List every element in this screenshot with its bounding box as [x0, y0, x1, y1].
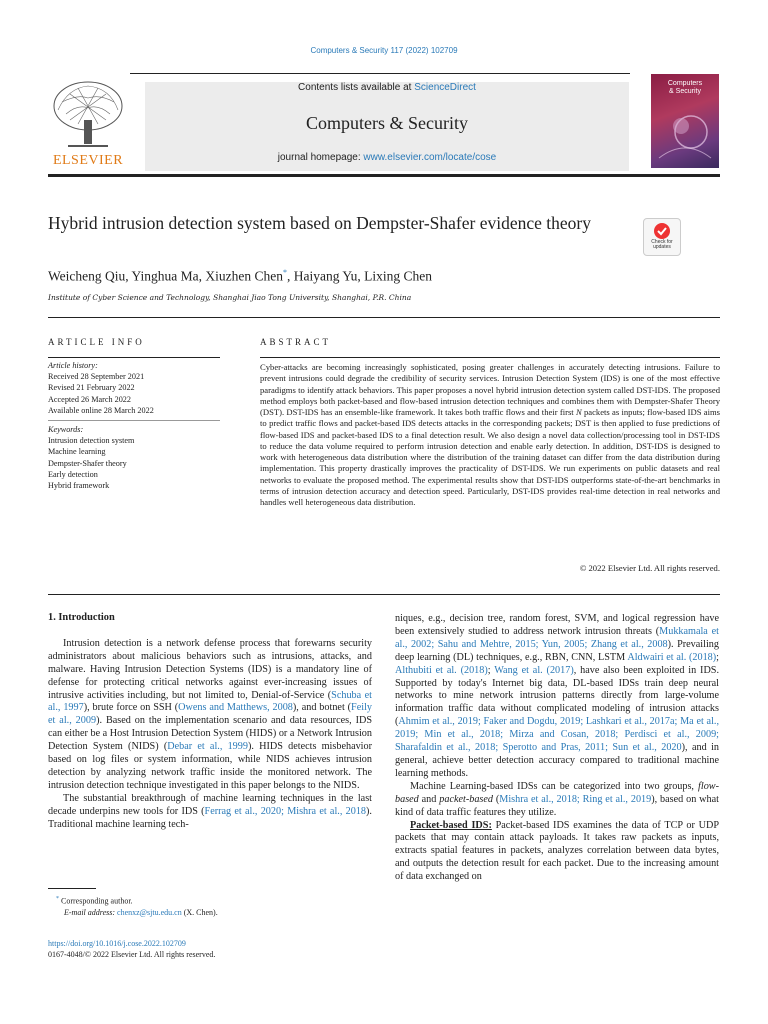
footnote — [56, 894, 372, 918]
article-info-heading: ARTICLE INFO — [48, 337, 145, 347]
page-footer — [48, 938, 215, 960]
keyword-item: Hybrid framework — [48, 481, 110, 491]
article-info-rule — [48, 357, 220, 358]
email-label: E-mail address: — [64, 907, 116, 917]
text-run: ), based on what kind of data traffic features they utilize. — [395, 793, 719, 818]
header-top-rule — [130, 73, 630, 74]
corresponding-author-note — [56, 894, 372, 907]
keyword-item: Intrusion detection system — [48, 436, 135, 446]
cover-title-line-1: Computers — [667, 80, 703, 87]
text-run: Packet-based IDS examines the data of TCP or UDP packets that may contain attack payloads. It takes raw packets as inputs, extracts spatial features in packets, analyzes correlation between data bytes, and outputs the detection result for each packet. Due to the increasing amount of data exchanged on — [395, 819, 719, 883]
abstract-part-1: Cyber-attacks are becoming increasingly sophisticated, posing greater challenges in accurately detecting intrusions. Failure to prevent intrusions could degrade the credibility of security services. Intrusion Detection System (IDS) is one of the most effective paradigms to identify attack behaviors. This paper proposes a novel hybrid intrusion detection system called DST-IDS. The proposed method employs both packet-based and flow-based intrusion detection techniques and combines them with Dempster-Shafer Theory (DST). DST-IDS has an ensemble-like framework. It takes both traffic flows and their first — [260, 362, 720, 417]
journal-homepage-line — [145, 152, 629, 163]
citation-link[interactable]: Ahmim et al., 2019; Faker and Dogdu, 2019; Lashkari et al., 2017a; Ma et al., 2019; Min et al., 2018; Mirza and Cosan, 2018; Perdisci et al., 2009; Sharafaldin et al., 2018; Sperotto and Pras, 2011; Sun et al., 2020 — [395, 716, 719, 754]
keywords-label: Keywords: — [48, 425, 84, 434]
abstract-rule — [260, 357, 720, 358]
text-run: ). Based on the implementation scenario and data resources, IDS can either be a Host Intrusion Detection System (HIDS) or a Network Intrusion Detection System (NIDS) ( — [48, 715, 372, 753]
authors-part-2: , Haiyang Yu, Lixing Chen — [286, 268, 432, 284]
keywords-rule — [48, 420, 220, 421]
left-column — [48, 612, 372, 832]
journal-cover-thumbnail[interactable] — [651, 74, 719, 168]
abstract-copyright: © 2022 Elsevier Ltd. All rights reserved. — [579, 563, 720, 573]
text-run: ), and in general, achieve better detection accuracy compared to traditional machine learning methods. — [395, 742, 719, 779]
keyword-item: Dempster-Shafer theory — [48, 458, 127, 468]
contents-prefix: Contents lists available at — [298, 82, 412, 93]
abstract-heading: ABSTRACT — [260, 337, 332, 347]
text-run: Intrusion detection is a network defense process that forewarns security administrators about malicious behaviors such as intrusions, attacks, and malware. Having Intrusion Detection Systems (IDS) is a mandatory line of defense for protecting critical networks against ever-increasing issues of intrusive activities including, but not limited to, Denial-of-Service ( — [48, 637, 372, 701]
elsevier-wordmark: ELSEVIER — [52, 153, 124, 168]
history-online: Available online 28 March 2022 — [48, 405, 154, 415]
keyword-item: Machine learning — [48, 447, 106, 457]
intro-paragraph-4 — [395, 820, 719, 885]
affiliation: Institute of Cyber Science and Technology, Shanghai Jiao Tong University, Shanghai, P.R. China — [48, 293, 412, 302]
citation-link[interactable]: Owens and Matthews, 2008 — [178, 702, 293, 714]
text-run: ). Traditional machine learning tech- — [48, 805, 372, 830]
history-label: Article history: — [48, 361, 98, 370]
text-run: The substantial breakthrough of machine learning techniques in the last decade underpins new tools for IDS ( — [48, 792, 372, 817]
title-block-rule — [48, 317, 720, 318]
keywords — [48, 424, 220, 491]
text-run: ( — [493, 793, 500, 805]
author-email-link[interactable]: chenxz@sjtu.edu.cn — [117, 907, 182, 917]
text-run: Machine Learning-based IDSs can be categorized into two groups, — [410, 780, 699, 792]
packet-based-ids-heading: Packet-based IDS: — [410, 819, 492, 831]
journal-title: Computers & Security — [306, 113, 468, 133]
intro-paragraph-2 — [48, 793, 372, 832]
text-run: ; — [487, 664, 495, 676]
journal-homepage-link[interactable]: www.elsevier.com/locate/cose — [363, 152, 497, 163]
authors-part-1: Weicheng Qiu, Yinghua Ma, Xiuzhen Chen — [48, 268, 283, 284]
footnote-corresponding: Corresponding author. — [61, 896, 133, 906]
text-run: niques, e.g., decision tree, random forest, SVM, and logical regression have been extensively studied to address network intrusion threats ( — [395, 613, 719, 637]
abstract-n-symbol: N — [575, 407, 582, 417]
text-run: , have also been exploited in IDS. Supported by today's Internet big data, DL-based IDSs train deep neural networks to mine network intrusion patterns directly from large-volume information traffic data without complicated modeling of intrusion attacks ( — [395, 664, 720, 728]
intro-paragraph-2-continued — [395, 613, 719, 781]
author-list — [48, 268, 432, 285]
history-received: Received 28 September 2021 — [48, 372, 145, 382]
footnote-mark: * — [56, 896, 59, 902]
citation-link[interactable]: Schuba et al., 1997 — [48, 689, 372, 714]
issn-line: 0167-4048/© 2022 Elsevier Ltd. All rights reserved. — [48, 950, 216, 959]
citation-link[interactable]: Feily et al., 2009 — [48, 702, 372, 727]
corresponding-author-mark[interactable]: * — [282, 268, 287, 277]
citation-link[interactable]: Aldwairi et al. (2018) — [627, 651, 717, 663]
abstract-bottom-rule — [48, 594, 720, 595]
citation-link[interactable]: Ferrag et al., 2020; Mishra et al., 2018 — [204, 805, 367, 817]
abstract-part-2: packets as inputs; flow-based IDS aims to predict traffic flows and packet-based IDS detects attacks in the corresponding packets; DST is then applied to fuse predictions of flow-based IDS and packet-based IDS to a final detection result. We also design a novel data collection/processing tool in DST-IDS to reduce the data volume required to perform intrusion detection and enable early detection. In addition, DST-IDS is designed to work with heterogeneous data distribution where the distribution of the training dataset can differ from the data distribution during implementation. This property drastically improves the practicality of DST-IDS. We run experiments on public datasets and real networks to evaluate the proposed method. The experimental results show that DST-IDS outperforms state-of-the-art benchmarks in terms of intrusion detection accuracy and detection speed. Particularly, DST-IDS provides real-time detection in real networks and handles well heterogeneous data distribution. — [260, 407, 720, 507]
contents-line — [145, 82, 629, 93]
text-run: and — [418, 793, 440, 805]
journal-citation[interactable]: Computers & Security 117 (2022) 102709 — [310, 46, 458, 55]
sciencedirect-link[interactable]: ScienceDirect — [414, 82, 476, 93]
keyword-item: Early detection — [48, 469, 98, 479]
header-bottom-rule — [48, 174, 720, 177]
text-run: ). Prevailing deep learning (DL) techniques, e.g., RBN, CNN, LSTM — [395, 638, 719, 663]
cover-title-line-2: & Security — [669, 88, 701, 95]
homepage-prefix: journal homepage: — [277, 152, 361, 163]
abstract-body — [260, 362, 720, 508]
check-for-updates-badge[interactable] — [643, 218, 681, 256]
history-revised: Revised 21 February 2022 — [48, 383, 135, 393]
citation-link[interactable]: Wang et al. (2017) — [494, 664, 574, 676]
footnote-rule — [48, 888, 96, 889]
term-flow-based: flow-based — [395, 780, 719, 805]
citation-link[interactable]: Mukkamala et al., 2002; Sahu and Mehtre, 2015; Yun, 2005; Zhang et al., 2008 — [395, 625, 719, 650]
citation-link[interactable]: Debar et al., 1999 — [167, 741, 248, 753]
history-accepted: Accepted 26 March 2022 — [48, 394, 131, 404]
text-run: ), brute force on SSH ( — [83, 702, 179, 714]
email-suffix: (X. Chen). — [181, 907, 218, 917]
section-heading-introduction: 1. Introduction — [48, 612, 115, 623]
text-run: ). HIDS detects misbehavior based on log files or system information, while NIDS achieves intrusion detection by analyzing network traffic inside the monitored network. The intrusion detection technique investigated in this paper belongs to the NIDS. — [48, 741, 372, 791]
text-run: ), and botnet ( — [292, 702, 352, 714]
paper-title: Hybrid intrusion detection system based on Dempster-Shafer evidence theory — [48, 213, 591, 233]
intro-paragraph-1 — [48, 638, 372, 793]
term-packet-based: packet-based — [439, 793, 493, 805]
check-updates-icon — [652, 221, 672, 241]
right-column — [395, 613, 719, 884]
citation-link[interactable]: Althubiti et al. (2018) — [395, 664, 488, 676]
email-note — [56, 907, 372, 918]
cover-artwork — [651, 74, 719, 168]
intro-paragraph-3 — [395, 781, 719, 820]
text-run: ; — [716, 651, 720, 663]
doi-link[interactable]: https://doi.org/10.1016/j.cose.2022.102709 — [48, 939, 186, 948]
article-history — [48, 360, 220, 416]
citation-link[interactable]: Mishra et al., 2018; Ring et al., 2019 — [499, 793, 652, 805]
check-badge-label: Check for updates — [651, 239, 673, 250]
